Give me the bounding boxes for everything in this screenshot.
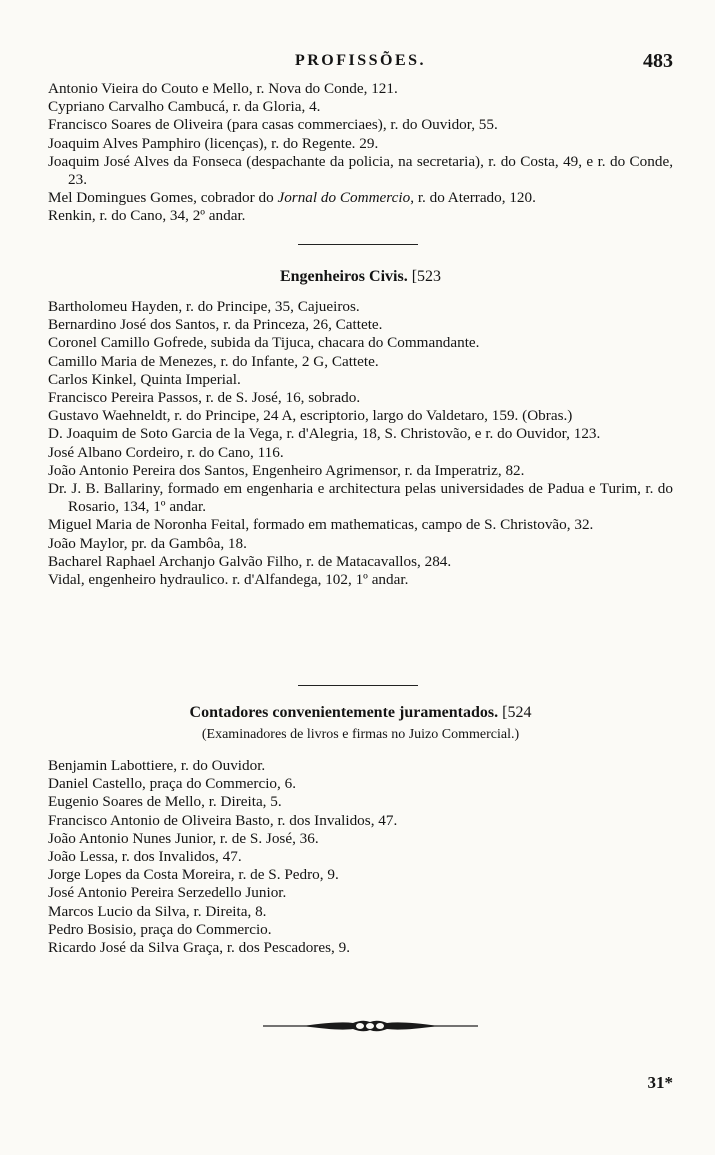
list-item: Antonio Vieira do Couto e Mello, r. Nova do Conde, 121.: [48, 80, 398, 97]
list-item: José Antonio Pereira Serzedello Junior.: [48, 884, 287, 902]
printer-signature: 31*: [647, 1073, 673, 1092]
list-item: Bacharel Raphael Archanjo Galvão Filho, r. de Matacavallos, 284.: [48, 552, 452, 570]
section-title-engenheiros: [48, 268, 673, 286]
entry-text: Mel Domingues Gomes, cobrador do: [48, 189, 278, 207]
list-item-cobrador: [48, 189, 673, 207]
section-title-text: Contadores convenientemente juramentados.: [189, 704, 499, 721]
list-item: Ricardo José da Silva Graça, r. dos Pescadores, 9.: [48, 939, 350, 957]
list-item: João Maylor, pr. da Gambôa, 18.: [48, 534, 247, 552]
running-head: [48, 50, 673, 76]
section-title-text: Engenheiros Civis.: [279, 268, 408, 285]
running-title: PROFISSÕES.: [294, 52, 427, 69]
list-item: João Lessa, r. dos Invalidos, 47.: [48, 848, 242, 866]
list-item: Francisco Pereira Passos, r. de S. José, 16, sobrado.: [48, 389, 361, 407]
list-item: Francisco Antonio de Oliveira Basto, r. dos Invalidos, 47.: [48, 811, 398, 829]
list-item: Pedro Bosisio, praça do Commercio.: [48, 920, 272, 938]
list-item: João Antonio Nunes Junior, r. de S. José, 36.: [48, 829, 319, 847]
list-item: Miguel Maria de Noronha Feital, formado em mathematicas, campo de S. Christovão, 32.: [48, 516, 594, 534]
list-item: Vidal, engenheiro hydraulico. r. d'Alfandega, 102, 1º andar.: [48, 571, 409, 589]
list-item: Renkin, r. do Cano, 34, 2º andar.: [48, 207, 246, 225]
section-number: [523: [411, 268, 442, 285]
list-item: Coronel Camillo Gofrede, subida da Tijuca, chacara do Commandante.: [48, 334, 480, 352]
ornament-divider-icon: [263, 1016, 478, 1036]
engenheiros-list: [48, 298, 673, 589]
entry-text: , r. do Aterrado, 120.: [410, 189, 536, 207]
list-item: Dr. J. B. Ballariny, formado em engenharia e architectura pelas universidades de Padua e Turim, r. do Rosario, 134, 1º andar.: [48, 480, 673, 516]
list-item: Marcos Lucio da Silva, r. Direita, 8.: [48, 902, 267, 920]
list-item: Cypriano Carvalho Cambucá, r. da Gloria, 4.: [48, 98, 321, 116]
list-item: Joaquim José Alves da Fonseca (despachante da policia, na secretaria), r. do Costa, 49, e r. do Conde, 23.: [48, 152, 673, 189]
section-title-contadores: [48, 704, 673, 722]
section-divider: [298, 685, 418, 686]
list-item: Bartholomeu Hayden, r. do Principe, 35, Cajueiros.: [48, 298, 360, 315]
section-subtitle: (Examinadores de livros e firmas no Juizo Commercial.): [201, 727, 520, 742]
list-item: Daniel Castello, praça do Commercio, 6.: [48, 775, 296, 793]
list-item: Camillo Maria de Menezes, r. do Infante, 2 G, Cattete.: [48, 352, 379, 370]
list-item: Francisco Soares de Oliveira (para casas commerciaes), r. do Ouvidor, 55.: [48, 116, 498, 134]
contadores-list: [48, 757, 673, 957]
list-item: Bernardino José dos Santos, r. da Princeza, 26, Cattete.: [48, 316, 383, 334]
newspaper-title: Jornal do Commercio: [277, 189, 411, 207]
list-item: Eugenio Soares de Mello, r. Direita, 5.: [48, 793, 282, 811]
list-item: Joaquim Alves Pamphiro (licenças), r. do Regente. 29.: [48, 134, 379, 152]
top-entries-list: [48, 80, 673, 226]
section-number: [524: [502, 704, 532, 721]
list-item: Gustavo Waehneldt, r. do Principe, 24 A, escriptorio, largo do Valdetaro, 159. (Obras.): [48, 407, 573, 425]
section-divider: [298, 244, 418, 245]
list-item: D. Joaquim de Soto Garcia de la Vega, r. d'Alegria, 18, S. Christovão, e r. do Ouvidor, 123.: [48, 425, 601, 443]
list-item: Benjamin Labottiere, r. do Ouvidor.: [48, 757, 266, 774]
list-item: João Antonio Pereira dos Santos, Engenheiro Agrimensor, r. da Imperatriz, 82.: [48, 461, 525, 479]
list-item: José Albano Cordeiro, r. do Cano, 116.: [48, 443, 284, 461]
list-item: Jorge Lopes da Costa Moreira, r. de S. Pedro, 9.: [48, 866, 339, 884]
list-item: Carlos Kinkel, Quinta Imperial.: [48, 370, 241, 388]
page-number: 483: [643, 50, 673, 72]
